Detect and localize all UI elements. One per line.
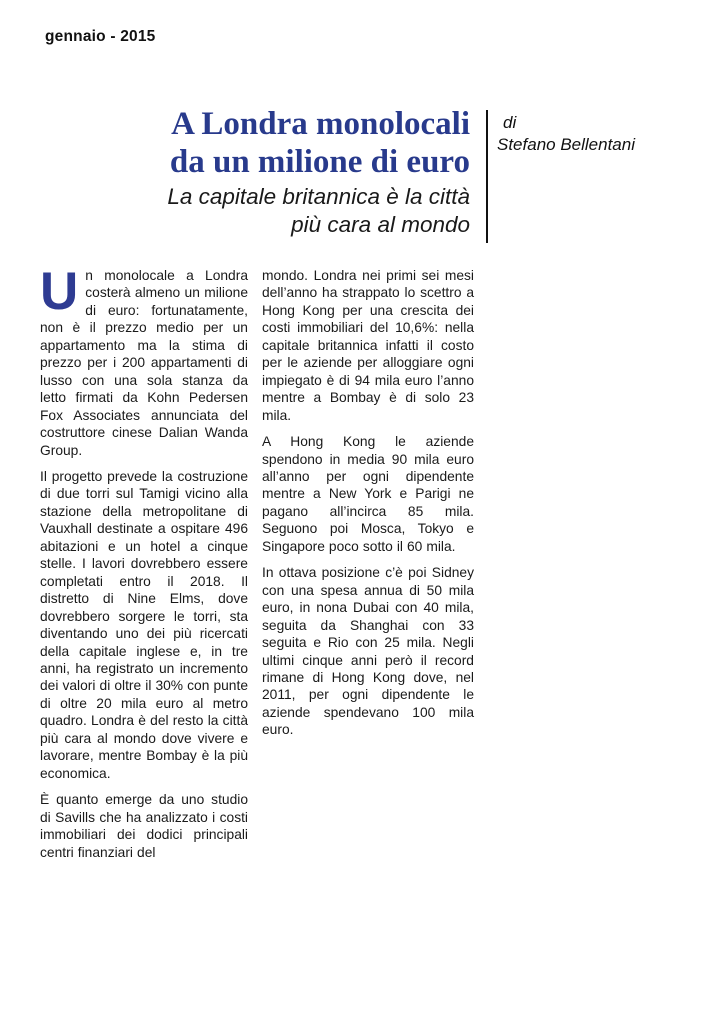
dropcap-letter: U — [40, 262, 79, 321]
paragraph: È quanto emerge da uno studio di Savills che ha analizzato i costi immobiliari dei dodici principali centri finanziari del — [40, 792, 248, 860]
article-column-right — [262, 267, 474, 870]
paragraph: A Hong Kong le aziende spendono in media 90 mila euro all’anno per ogni dipendente mentre a New York e Parigi ne pagano all’incirca 85 mila. Seguono poi Mosca, Tokyo e Singapore poco sotto il 60 mila. — [262, 434, 474, 554]
byline-author: Stefano Bellentani — [497, 135, 635, 154]
article-subtitle-line-1: La capitale britannica è la città — [167, 184, 470, 209]
byline — [497, 112, 635, 156]
issue-date: gennaio - 2015 — [45, 28, 156, 45]
paragraph: In ottava posizione c’è poi Sidney con una spesa annua di 50 mila euro, in nona Dubai con 40 mila, seguita da Shanghai con 33 seguita e Rio con 25 mila. Negli ultimi cinque anni però il record rimane di Hong Kong dove, nel 2011, per ogni dipendente le aziende spendevano 100 mila euro. — [262, 565, 474, 738]
article-title-line-1: A Londra monolocali — [171, 106, 470, 142]
paragraph-text: n monolocale a Londra costerà almeno un milione di euro: fortunatamente, non è il prezzo medio per un appartamento ma la stima di prezzo per i 200 appartamenti di lusso con una sola stanza da letto firmati da Kohn Pedersen Fox Associates annunciata del costruttore cinese Dalian Wanda Group. — [40, 268, 248, 458]
byline-divider — [486, 110, 488, 243]
article-subtitle-line-2: più cara al mondo — [291, 212, 470, 237]
article-title-line-2: da un milione di euro — [169, 143, 470, 180]
article-body — [40, 262, 474, 870]
byline-prefix: di — [503, 113, 517, 132]
article-subtitle — [40, 183, 470, 239]
paragraph: Il progetto prevede la costruzione di due torri sul Tamigi vicino alla stazione della metropolitane di Vauxhall destinate a ospitare 496 abitazioni e un hotel a cinque stelle. I lavori dovrebbero essere completati entro il 2018. Il distretto di Nine Elms, dove dovrebbero sorgere le torri, sta diventando uno dei più ricercati della capitale inglese e, in tre anni, ha registrato un incremento dei valori di oltre il 30% con punte di oltre 20 mila euro al metro quadro. Londra è del resto la città più cara al mondo dove vivere e lavorare, mentre Bombay è la più economica. — [40, 468, 248, 781]
article-title — [40, 106, 470, 181]
paragraph — [40, 262, 248, 459]
paragraph: mondo. Londra nei primi sei mesi dell’anno ha strappato lo scettro a Hong Kong per una crescita dei costi immobiliari del 10,6%: nella capitale britannica infatti il costo per le aziende per alloggiare ogni impiegato è di 94 mila euro l’anno mentre a Bombay è di solo 23 mila. — [262, 268, 474, 423]
article-column-left — [40, 262, 248, 870]
article-header — [40, 106, 470, 239]
